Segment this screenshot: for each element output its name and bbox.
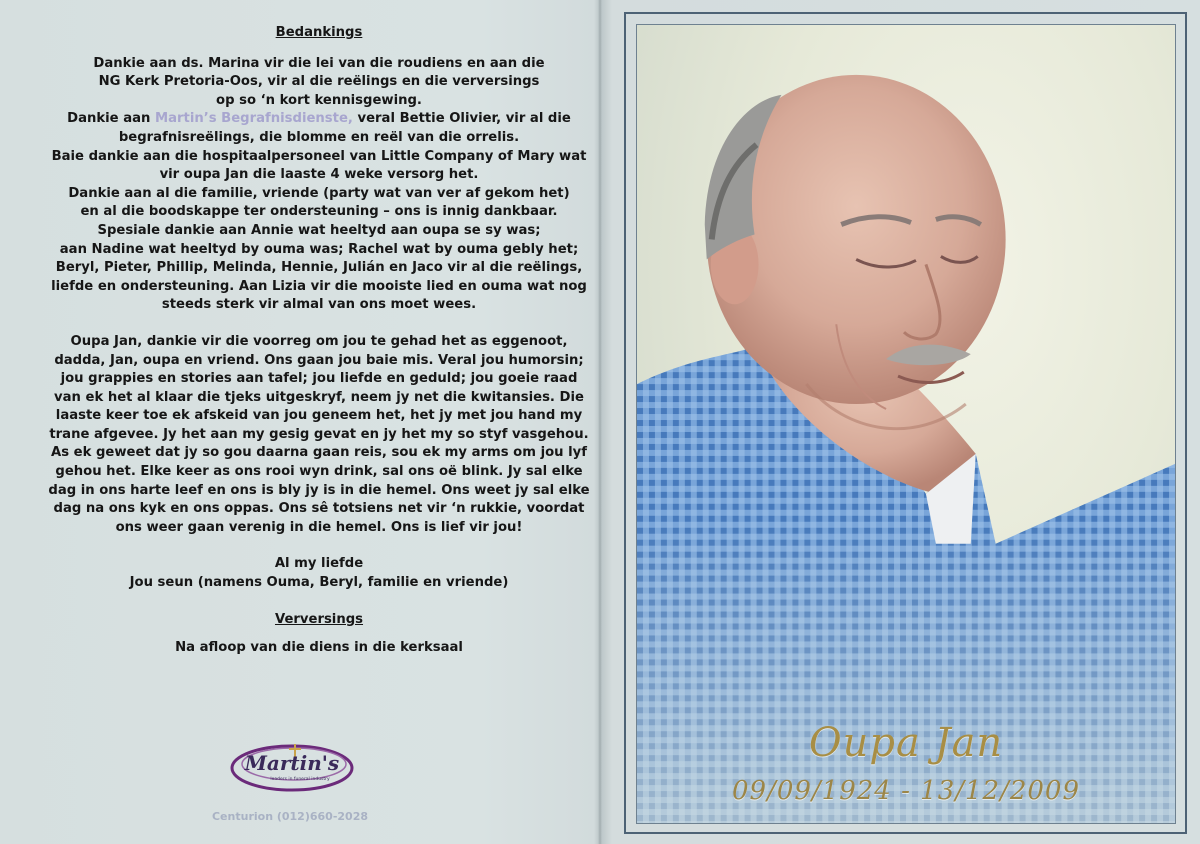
refreshments-text: Na afloop van die diens in die kerksaal [175, 640, 463, 656]
funeral-home-name: Martin’s Begrafnisdienste, [154, 111, 353, 127]
text-line: jou grappies en stories aan tafel; jou liefde en geduld; jou goeie raad [60, 371, 578, 387]
text-line: trane afgevee. Jy het aan my gesig gevat en jy het my so styf vasgehou. [49, 426, 589, 442]
heading-verversings: Verversings [274, 611, 364, 627]
text-line: Oupa Jan, dankie vir die voorreg om jou te gehad het as eggenoot, [70, 333, 568, 349]
text-line: Dankie aan al die familie, vriende (party wat van ver af gekom het) [68, 185, 570, 201]
text-line: dadda, Jan, oupa en vriend. Ons gaan jou baie mis. Veral jou humorsin; [54, 352, 584, 368]
text-line: ons weer gaan verenig in die hemel. Ons is lief vir jou! [115, 519, 523, 535]
text-line: begrafnisreëlings, die blomme en reël van die orrelis. [118, 129, 520, 145]
text-line: van ek het al klaar die tjeks uitgeskryf, neem jy net die kwitansies. Die [54, 389, 584, 405]
text-fragment: veral Bettie Olivier, vir al die [352, 111, 571, 127]
portrait-image [637, 25, 1175, 823]
logo-tagline: leaders in funeral industry [270, 777, 330, 782]
portrait-photo [636, 24, 1176, 824]
text-line: gehou het. Elke keer as ons rooi wyn drink, sal ons oë blink. Jy sal elke [55, 464, 583, 480]
thanks-panel [40, 24, 598, 834]
text-line: liefde en ondersteuning. Aan Lizia vir die mooiste lied en ouma wat nog [51, 278, 587, 294]
text-line: aan Nadine wat heeltyd by ouma was; Rachel wat by ouma gebly het; [59, 241, 579, 257]
text-line: Spesiale dankie aan Annie wat heeltyd aan oupa se sy was; [97, 222, 541, 238]
phone-number: Centurion (012)660-2028 [211, 810, 369, 823]
text-line-with-highlight [40, 110, 598, 129]
text-line: Baie dankie aan die hospitaalpersoneel van Little Company of Mary wat [51, 148, 587, 164]
text-line: Dankie aan ds. Marina vir die lei van die roudiens en aan die [93, 55, 545, 71]
martins-logo [228, 738, 356, 794]
text-line: NG Kerk Pretoria-Oos, vir al die reëlings en die verversings [98, 74, 540, 90]
text-line: vir oupa Jan die laaste 4 weke versorg het. [159, 167, 479, 183]
text-line: op so ‘n kort kennisgewing. [216, 92, 422, 108]
text-line: As ek geweet dat jy so gou daarna gaan reis, sou ek my arms om jou lyf [51, 445, 587, 461]
text-line: steeds sterk vir almal van ons moet wees. [161, 297, 477, 313]
text-line: en al die boodskappe ter ondersteuning – ons is innig dankbaar. [80, 204, 558, 220]
deceased-name: Oupa Jan [808, 720, 1004, 766]
signoff-line: Al my liefde [274, 556, 364, 572]
text-line: dag in ons harte leef en ons is bly jy is in die hemel. Ons weet jy sal elke [48, 482, 590, 498]
heading-bedankings: Bedankings [275, 25, 363, 40]
text-line: Beryl, Pieter, Phillip, Melinda, Hennie, Julián en Jaco vir al die reëlings, [55, 260, 583, 276]
text-line: laaste keer toe ek afskeid van jou geneem het, het jy met jou hand my [55, 408, 583, 424]
text-fragment: Dankie aan [67, 111, 155, 127]
page-fold [598, 0, 602, 844]
text-line: dag na ons kyk en ons oppas. Ons sê totsiens net vir ‘n rukkie, voordat [53, 501, 585, 517]
life-dates: 09/09/1924 - 13/12/2009 [731, 776, 1081, 806]
signoff-line: Jou seun (namens Ouma, Beryl, familie en vriende) [129, 575, 509, 591]
logo-text: Martin's [244, 751, 340, 775]
